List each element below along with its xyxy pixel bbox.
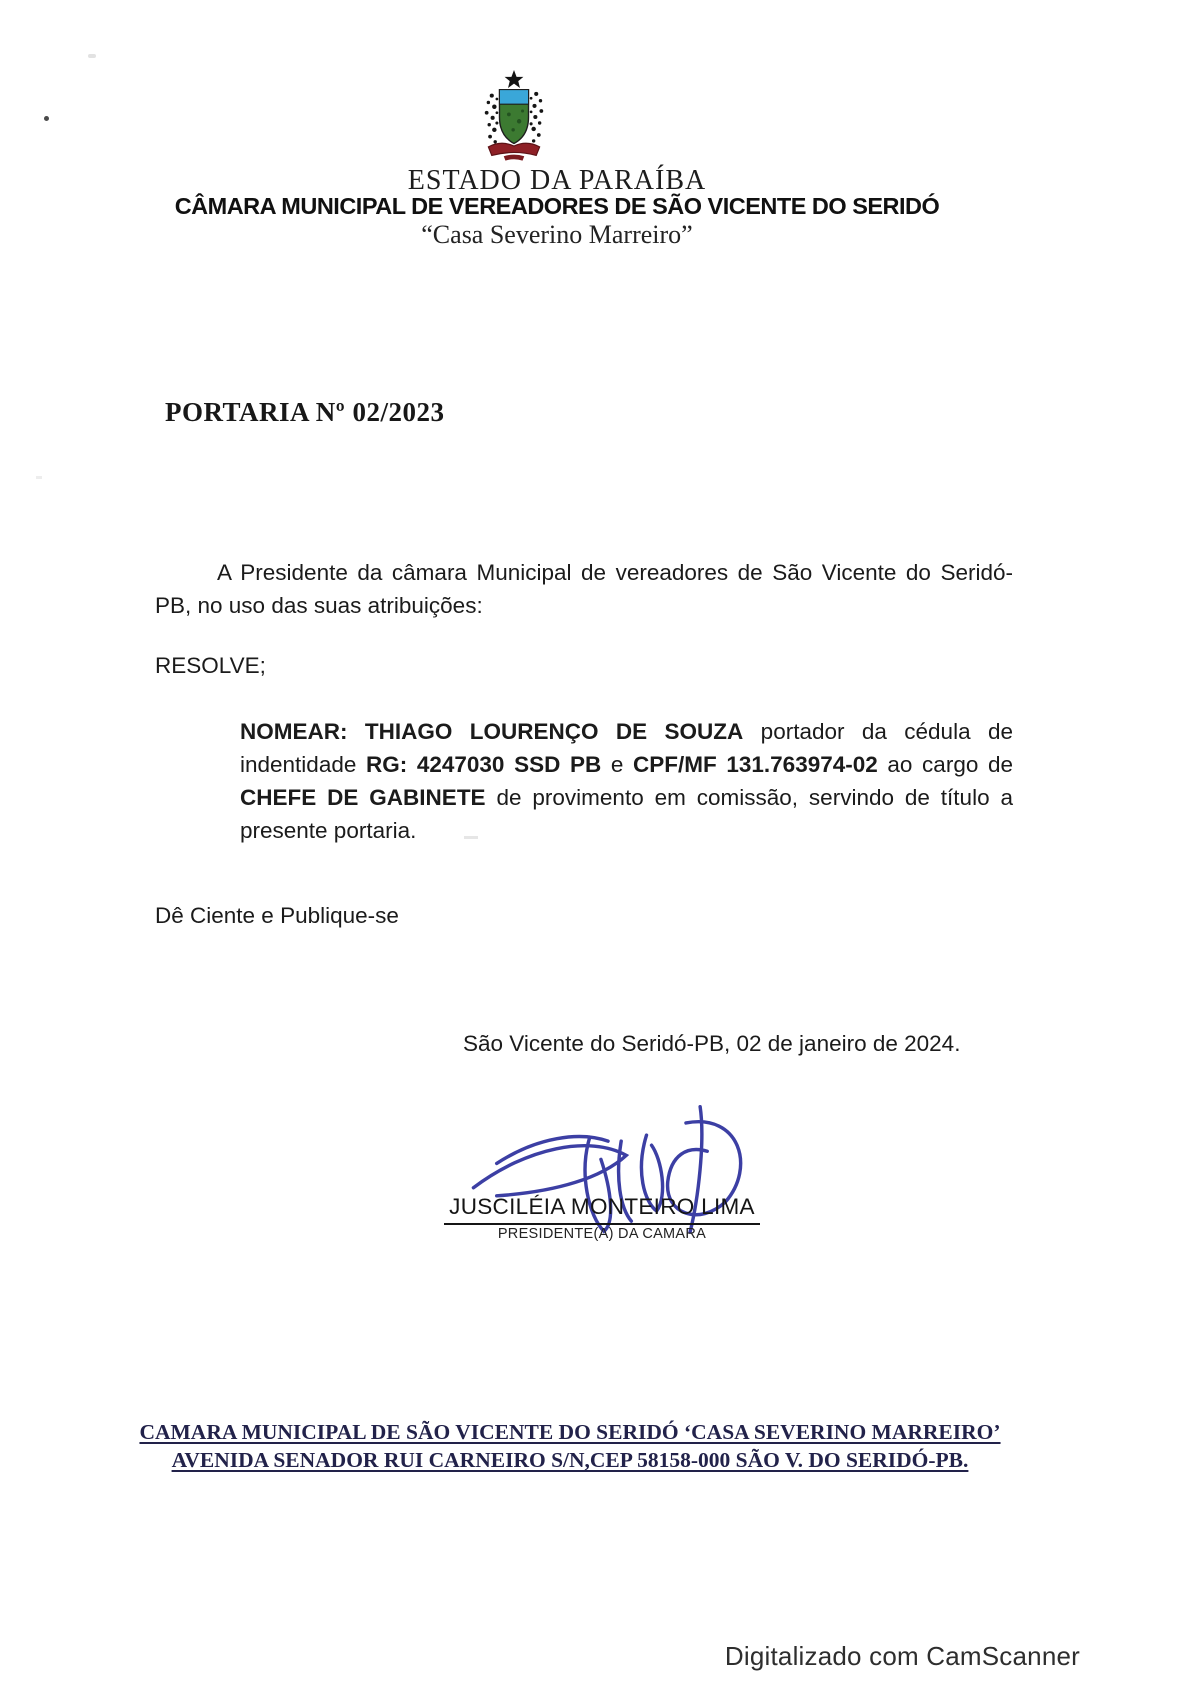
document-footer: [0, 1418, 1170, 1474]
scan-speck: [36, 476, 42, 479]
signatory-name: JUSCILÉIA MONTEIRO LIMA: [444, 1194, 760, 1225]
header-house-name: “Casa Severino Marreiro”: [421, 220, 693, 249]
appointment-paragraph: [240, 715, 1013, 847]
date-place-line: São Vicente do Seridó-PB, 02 de janeiro de 2024.: [463, 1031, 961, 1056]
scan-speck: [44, 116, 49, 121]
rg-number: RG: 4247030 SSD PB: [365, 752, 602, 777]
publish-line: Dê Ciente e Publique-se: [155, 903, 399, 928]
cpf-number: CPF/MF 131.763974-02: [633, 752, 878, 777]
header-chamber-title: CÂMARA MUNICIPAL DE VEREADORES DE SÃO VICENTE DO SERIDÓ: [174, 193, 940, 219]
signatory-role: PRESIDENTE(A) DA CAMARA: [497, 1226, 707, 1242]
text-segment: portador da cédula de indentidade: [240, 719, 1014, 777]
position-title: CHEFE DE GABINETE: [240, 785, 486, 810]
header-state-title: ESTADO DA PARAÍBA: [407, 165, 707, 196]
camscanner-watermark: Digitalizado com CamScanner: [724, 1641, 1080, 1671]
text-segment: ao cargo de: [877, 752, 1013, 777]
footer-chamber-line: CAMARA MUNICIPAL DE SÃO VICENTE DO SERIDÓ ‘CASA SEVERINO MARREIRO’: [139, 1420, 1001, 1444]
text-segment: e: [601, 752, 634, 777]
intro-paragraph: A Presidente da câmara Municipal de vereadores de São Vicente do Seridó-PB, no uso das suas atribuições:: [155, 560, 1013, 618]
footer-address-line: AVENIDA SENADOR RUI CARNEIRO S/N,CEP 58158-000 SÃO V. DO SERIDÓ-PB.: [171, 1448, 969, 1472]
appointee-name: NOMEAR: THIAGO LOURENÇO DE SOUZA: [240, 719, 744, 744]
text-segment: de provimento em comissão, servindo de título a presente portaria.: [240, 785, 1013, 843]
resolve-line: RESOLVE;: [155, 653, 266, 678]
document-title: PORTARIA Nº 02/2023: [165, 397, 445, 427]
scan-speck: [88, 54, 96, 58]
coat-of-arms-icon: [469, 70, 559, 164]
